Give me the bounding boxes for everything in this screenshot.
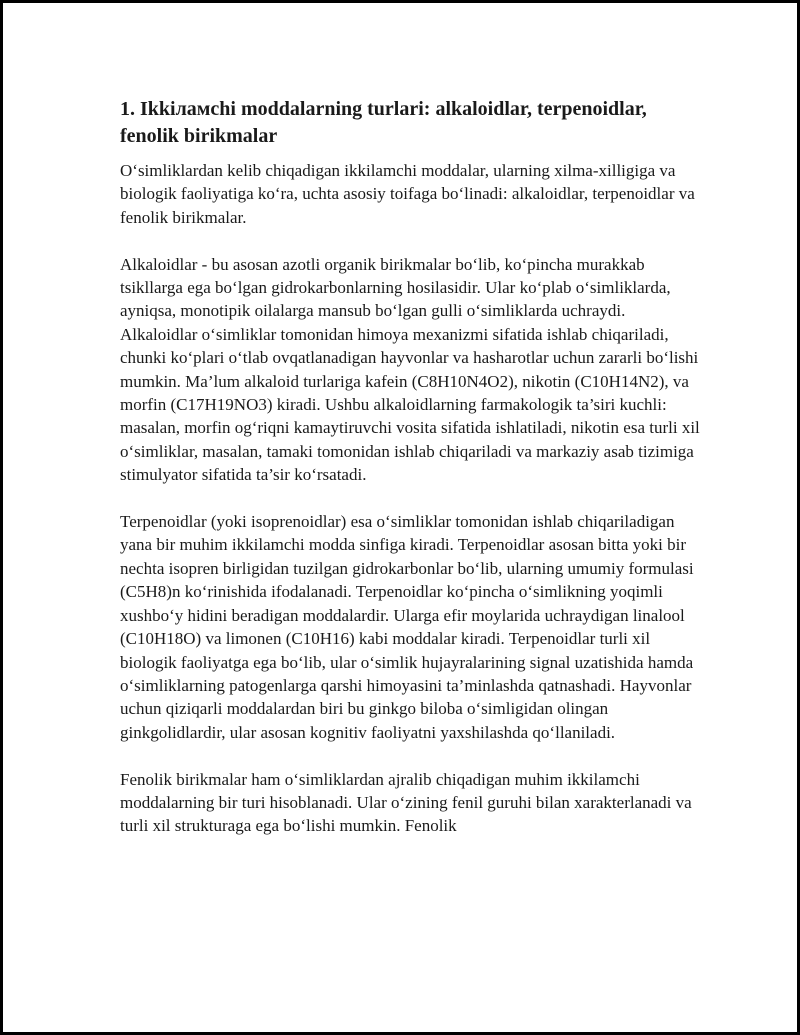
alkaloids-paragraph: Alkaloidlar - bu asosan azotli organik birikmalar bo‘lib, ko‘pincha murakkab tsikllarga ega bo‘lgan gidrokarbonlarning hosilasidir. Ular ko‘plab o‘simliklarda, ayniqsa, monotipik oilalarga mansub bo‘lgan gulli o‘simliklarda uchraydi. Alkaloidlar o‘simliklar tomonidan himoya mexanizmi sifatida ishlab chiqariladi, chunki ko‘plari o‘tlab ovqatlanadigan hayvonlar va hasharotlar uchun zararli bo‘lishi mumkin. Ma’lum alkaloid turlariga kafein (C8H10N4O2), nikotin (C10H14N2), va morfin (C17H19NO3) kiradi. Ushbu alkaloidlarning farmakologik ta’siri kuchli: masalan, morfin og‘riqni kamaytiruvchi vosita sifatida ishlatiladi, nikotin esa turli xil o‘simliklar, masalan, tamaki tomonidan ishlab chiqariladi va markaziy asab tizimiga stimulyator sifatida ta’sir ko‘rsatadi. [120, 254, 700, 485]
intro-paragraph: O‘simliklardan kelib chiqadigan ikkilamchi moddalar, ularning xilma-xilligiga va biologik faoliyatiga ko‘ra, uchta asosiy toifaga bo‘linadi: alkaloidlar, terpenoidlar va fenolik birikmalar. [120, 161, 695, 227]
document-body [120, 96, 700, 861]
section-heading: 1. Ikkiламchi moddalarning turlari: alkaloidlar, terpenoidlar, fenolik birikmalar [120, 98, 647, 147]
phenolics-paragraph: Fenolik birikmalar ham o‘simliklardan ajralib chiqadigan muhim ikkilamchi moddalarning bir turi hisoblanadi. Ular o‘zining fenil guruhi bilan xarakterlanadi va turli xil strukturaga ega bo‘lishi mumkin. Fenolik [120, 769, 692, 836]
terpenoids-paragraph: Terpenoidlar (yoki isoprenoidlar) esa o‘simliklar tomonidan ishlab chiqariladigan yana bir muhim ikkilamchi modda sinfiga kiradi. Terpenoidlar asosan bitta yoki bir nechta isopren birligidan tuzilgan gidrokarbonlar bo‘lib, ularning umumiy formulasi (C5H8)n ko‘rinishida ifodalanadi. Terpenoidlar ko‘pincha o‘simlikning yoqimli xushbo‘y hidini beradigan moddalardir. Ularga efir moylarida uchraydigan linalool (C10H18O) va limonen (C10H16) kabi moddalar kiradi. Terpenoidlar turli xil biologik faoliyatga ega bo‘lib, ular o‘simlik hujayralarining signal uzatishida hamda o‘simliklarning patogenlarga qarshi himoyasini ta’minlashda qatnashadi. Hayvonlar uchun qiziqarli moddalardan biri bu ginkgo biloba o‘simligidan olingan ginkgolidlardir, ular asosan kognitiv faoliyatni yaxshilashda qo‘llaniladi. [120, 512, 694, 742]
